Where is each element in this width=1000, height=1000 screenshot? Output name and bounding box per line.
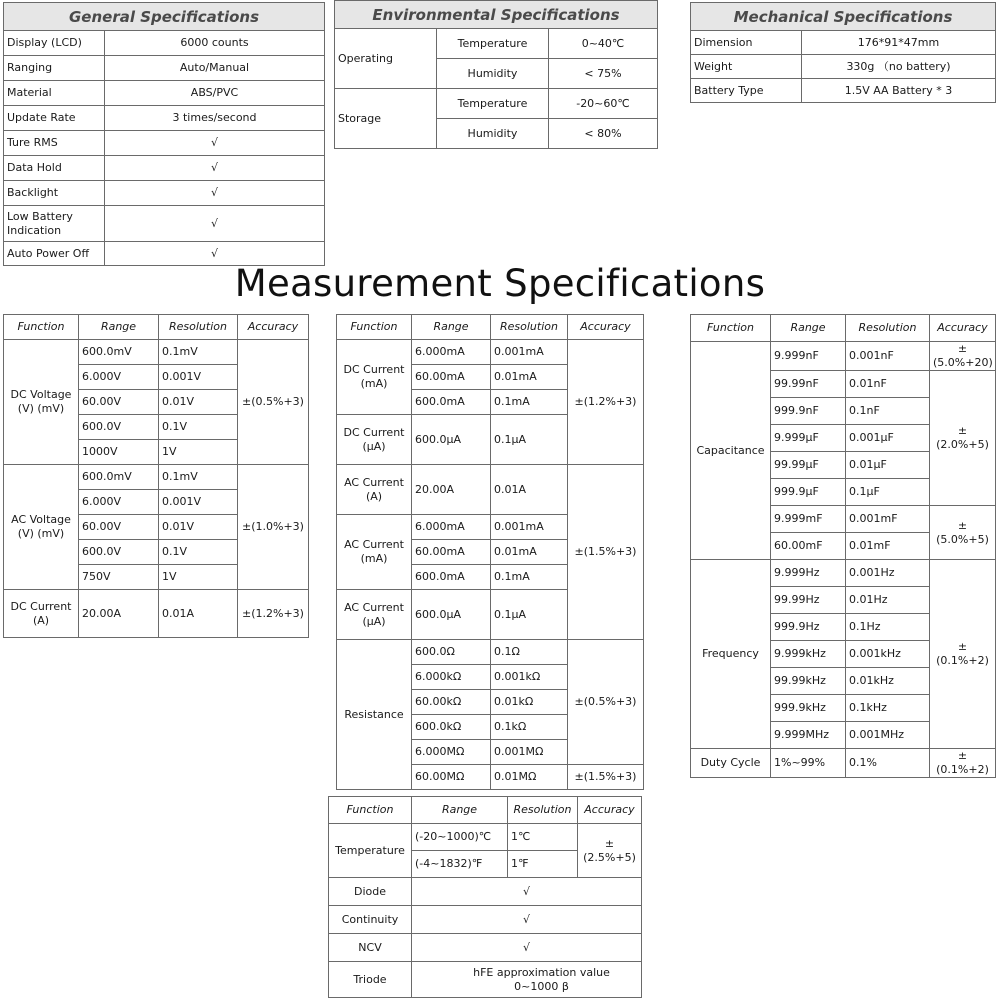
spec-value: 3 times/second [105,106,325,131]
env-st-humidity-label: Humidity [437,119,549,149]
accuracy-value: ±(2.5%+5) [578,824,642,878]
spec-label: Ranging [4,56,105,81]
accuracy-value: ±(5.0%+5) [930,506,996,560]
range-value: 6.000mA [412,515,491,540]
spec-label: Auto Power Off [4,242,105,266]
table-row [337,465,644,515]
resolution-value: 0.01μF [846,452,930,479]
range-value: 1%~99% [771,749,846,778]
resolution-value: 0.001V [159,365,238,390]
resolution-value: 0.1% [846,749,930,778]
accuracy-value: ±(0.5%+3) [568,640,644,765]
function-name: AC Voltage (V) (mV) [4,465,79,590]
range-value: 6.000MΩ [412,740,491,765]
table-row [4,131,325,156]
range-value: 600.0V [79,540,159,565]
measurement-table-current [336,314,644,790]
spec-label: Ture RMS [4,131,105,156]
range-value: 750V [79,565,159,590]
resolution-value: 0.01V [159,390,238,415]
environmental-table [334,28,658,149]
resolution-value: 0.1V [159,540,238,565]
range-value: 9.999μF [771,425,846,452]
range-value: 60.00kΩ [412,690,491,715]
table-row [691,79,996,103]
header-resolution: Resolution [846,315,930,342]
spec-label: Material [4,81,105,106]
range-value: 9.999nF [771,342,846,371]
accuracy-value: ±(5.0%+20) [930,342,996,371]
table-row [4,106,325,131]
resolution-value: 0.1mV [159,340,238,365]
mechanical-table [690,30,996,103]
header-accuracy: Accuracy [568,315,644,340]
resolution-value: 1℉ [508,851,578,878]
range-value: 600.0mA [412,390,491,415]
function-name: DC Voltage (V) (mV) [4,340,79,465]
range-value: 9.999mF [771,506,846,533]
range-value: 60.00mA [412,540,491,565]
range-value: 6.000mA [412,340,491,365]
header-range: Range [79,315,159,340]
table-row [691,560,996,587]
accuracy-value: ±(0.1%+2) [930,749,996,778]
range-value: (-20~1000)℃ [412,824,508,851]
resolution-value: 0.01mF [846,533,930,560]
environmental-specifications [334,0,658,149]
accuracy-value: ±(2.0%+5) [930,371,996,506]
environmental-specifications-title: Environmental Specifications [334,0,658,28]
function-name: Triode [329,962,412,998]
range-value: 60.00mA [412,365,491,390]
table-row [4,81,325,106]
resolution-value: 0.001kHz [846,641,930,668]
measurement-table-temperature [328,796,642,998]
range-value: 9.999Hz [771,560,846,587]
table-row [691,342,996,371]
function-name: AC Current (A) [337,465,412,515]
range-value: 999.9Hz [771,614,846,641]
measurement-table-capacitance [690,314,996,778]
table-row [4,590,309,638]
range-value: 600.0Ω [412,640,491,665]
range-value: 60.00V [79,515,159,540]
resolution-value: 1℃ [508,824,578,851]
resolution-value: 0.001V [159,490,238,515]
resolution-value: 0.001kΩ [491,665,568,690]
header-range: Range [412,797,508,824]
resolution-value: 0.1Ω [491,640,568,665]
range-value: (-4~1832)℉ [412,851,508,878]
measurement-specifications-title: Measurement Specifications [234,262,766,305]
range-value: 600.0mV [79,465,159,490]
range-value: 600.0V [79,415,159,440]
table-row [329,824,642,851]
resolution-value: 0.01Hz [846,587,930,614]
table-row [691,55,996,79]
range-value: 99.99kHz [771,668,846,695]
range-value: 600.0kΩ [412,715,491,740]
function-name: Temperature [329,824,412,878]
resolution-value: 0.001MHz [846,722,930,749]
resolution-value: 0.001Hz [846,560,930,587]
spec-label: Data Hold [4,156,105,181]
spec-label: Backlight [4,181,105,206]
range-value: 6.000kΩ [412,665,491,690]
spec-value: Auto/Manual [105,56,325,81]
range-value: 6.000V [79,365,159,390]
range-value: 20.00A [412,465,491,515]
range-value: 9.999MHz [771,722,846,749]
spec-value: 176*91*47mm [802,31,996,55]
env-op-humidity-value: < 75% [549,59,658,89]
mechanical-specifications-title: Mechanical Specifications [690,2,996,30]
header-function: Function [329,797,412,824]
resolution-value: 0.1mA [491,565,568,590]
header-accuracy: Accuracy [578,797,642,824]
function-name: Continuity [329,906,412,934]
function-name: Diode [329,878,412,906]
env-st-temperature-value: -20~60℃ [549,89,658,119]
resolution-value: 0.01A [491,465,568,515]
resolution-value: 0.1μF [846,479,930,506]
spec-label: Dimension [691,31,802,55]
range-value: 20.00A [79,590,159,638]
function-name: DC Current (mA) [337,340,412,415]
table-row [4,56,325,81]
table-row [337,340,644,365]
general-specifications [3,2,325,266]
table-row [4,465,309,490]
accuracy-value: ±(0.5%+3) [238,340,309,465]
table-row [329,878,642,906]
range-value: 60.00mF [771,533,846,560]
resolution-value: 0.01nF [846,371,930,398]
resolution-value: 0.001MΩ [491,740,568,765]
range-value: 60.00V [79,390,159,415]
spec-value: 330g （no battery) [802,55,996,79]
env-st-temperature-label: Temperature [437,89,549,119]
range-value: 600.0mA [412,565,491,590]
spec-value: 1.5V AA Battery * 3 [802,79,996,103]
range-value: 600.0μA [412,415,491,465]
table-row [4,340,309,365]
measurement-table-voltage [3,314,309,638]
function-name: NCV [329,934,412,962]
function-value: √ [412,906,642,934]
spec-value: √ [105,131,325,156]
resolution-value: 0.001mA [491,340,568,365]
table-row [691,749,996,778]
table-row [4,181,325,206]
resolution-value: 0.01kHz [846,668,930,695]
resolution-value: 0.1μA [491,415,568,465]
resolution-value: 0.01A [159,590,238,638]
env-op-humidity-label: Humidity [437,59,549,89]
function-value: √ [412,878,642,906]
range-value: 9.999kHz [771,641,846,668]
function-name: Resistance [337,640,412,790]
accuracy-value: ±(1.5%+3) [568,765,644,790]
header-range: Range [771,315,846,342]
table-row [329,962,642,998]
range-value: 6.000V [79,490,159,515]
spec-value: ABS/PVC [105,81,325,106]
table-row [691,31,996,55]
resolution-value: 0.1mV [159,465,238,490]
resolution-value: 0.1μA [491,590,568,640]
spec-value: 6000 counts [105,31,325,56]
general-table [3,30,325,266]
table-row [329,906,642,934]
spec-value: √ [105,156,325,181]
function-name: AC Current (mA) [337,515,412,590]
range-value: 999.9μF [771,479,846,506]
spec-value: √ [105,181,325,206]
function-name: Capacitance [691,342,771,560]
range-value: 99.99μF [771,452,846,479]
range-value: 99.99Hz [771,587,846,614]
env-st-humidity-value: < 80% [549,119,658,149]
table-row [4,206,325,242]
resolution-value: 0.001μF [846,425,930,452]
range-value: 99.99nF [771,371,846,398]
env-storage-label: Storage [335,89,437,149]
header-resolution: Resolution [159,315,238,340]
function-name: DC Current (μA) [337,415,412,465]
env-op-temperature-value: 0~40℃ [549,29,658,59]
header-resolution: Resolution [508,797,578,824]
env-operating-label: Operating [335,29,437,89]
range-value: 999.9nF [771,398,846,425]
env-op-temperature-label: Temperature [437,29,549,59]
spec-label: Update Rate [4,106,105,131]
spec-label: Battery Type [691,79,802,103]
header-function: Function [691,315,771,342]
accuracy-value: ±(1.2%+3) [238,590,309,638]
function-name: DC Current (A) [4,590,79,638]
spec-value: √ [105,206,325,242]
resolution-value: 0.1Hz [846,614,930,641]
header-function: Function [337,315,412,340]
resolution-value: 0.01mA [491,365,568,390]
resolution-value: 0.001mA [491,515,568,540]
spec-label: Weight [691,55,802,79]
resolution-value: 0.01kΩ [491,690,568,715]
resolution-value: 0.01V [159,515,238,540]
header-resolution: Resolution [491,315,568,340]
resolution-value: 0.1nF [846,398,930,425]
resolution-value: 0.1mA [491,390,568,415]
accuracy-value: ±(0.1%+2) [930,560,996,749]
resolution-value: 1V [159,440,238,465]
function-name: AC Current (μA) [337,590,412,640]
range-value: 600.0mV [79,340,159,365]
accuracy-value: ±(1.0%+3) [238,465,309,590]
resolution-value: 0.1kΩ [491,715,568,740]
header-accuracy: Accuracy [930,315,996,342]
function-name: Frequency [691,560,771,749]
function-value: √ [412,934,642,962]
range-value: 60.00MΩ [412,765,491,790]
resolution-value: 0.1V [159,415,238,440]
table-row [337,640,644,665]
table-row [4,156,325,181]
header-accuracy: Accuracy [238,315,309,340]
range-value: 1000V [79,440,159,465]
header-function: Function [4,315,79,340]
resolution-value: 0.001mF [846,506,930,533]
resolution-value: 0.001nF [846,342,930,371]
spec-label: Display (LCD) [4,31,105,56]
range-value: 600.0μA [412,590,491,640]
resolution-value: 1V [159,565,238,590]
resolution-value: 0.01MΩ [491,765,568,790]
spec-value: √ [105,242,325,266]
spec-label: Low Battery Indication [4,206,105,242]
function-name: Duty Cycle [691,749,771,778]
mechanical-specifications [690,2,996,103]
general-specifications-title: General Specifications [3,2,325,30]
function-value: hFE approximation value 0~1000 β [412,962,642,998]
resolution-value: 0.01mA [491,540,568,565]
accuracy-value: ±(1.5%+3) [568,465,644,640]
table-row [4,31,325,56]
accuracy-value: ±(1.2%+3) [568,340,644,465]
table-row [329,934,642,962]
resolution-value: 0.1kHz [846,695,930,722]
header-range: Range [412,315,491,340]
range-value: 999.9kHz [771,695,846,722]
